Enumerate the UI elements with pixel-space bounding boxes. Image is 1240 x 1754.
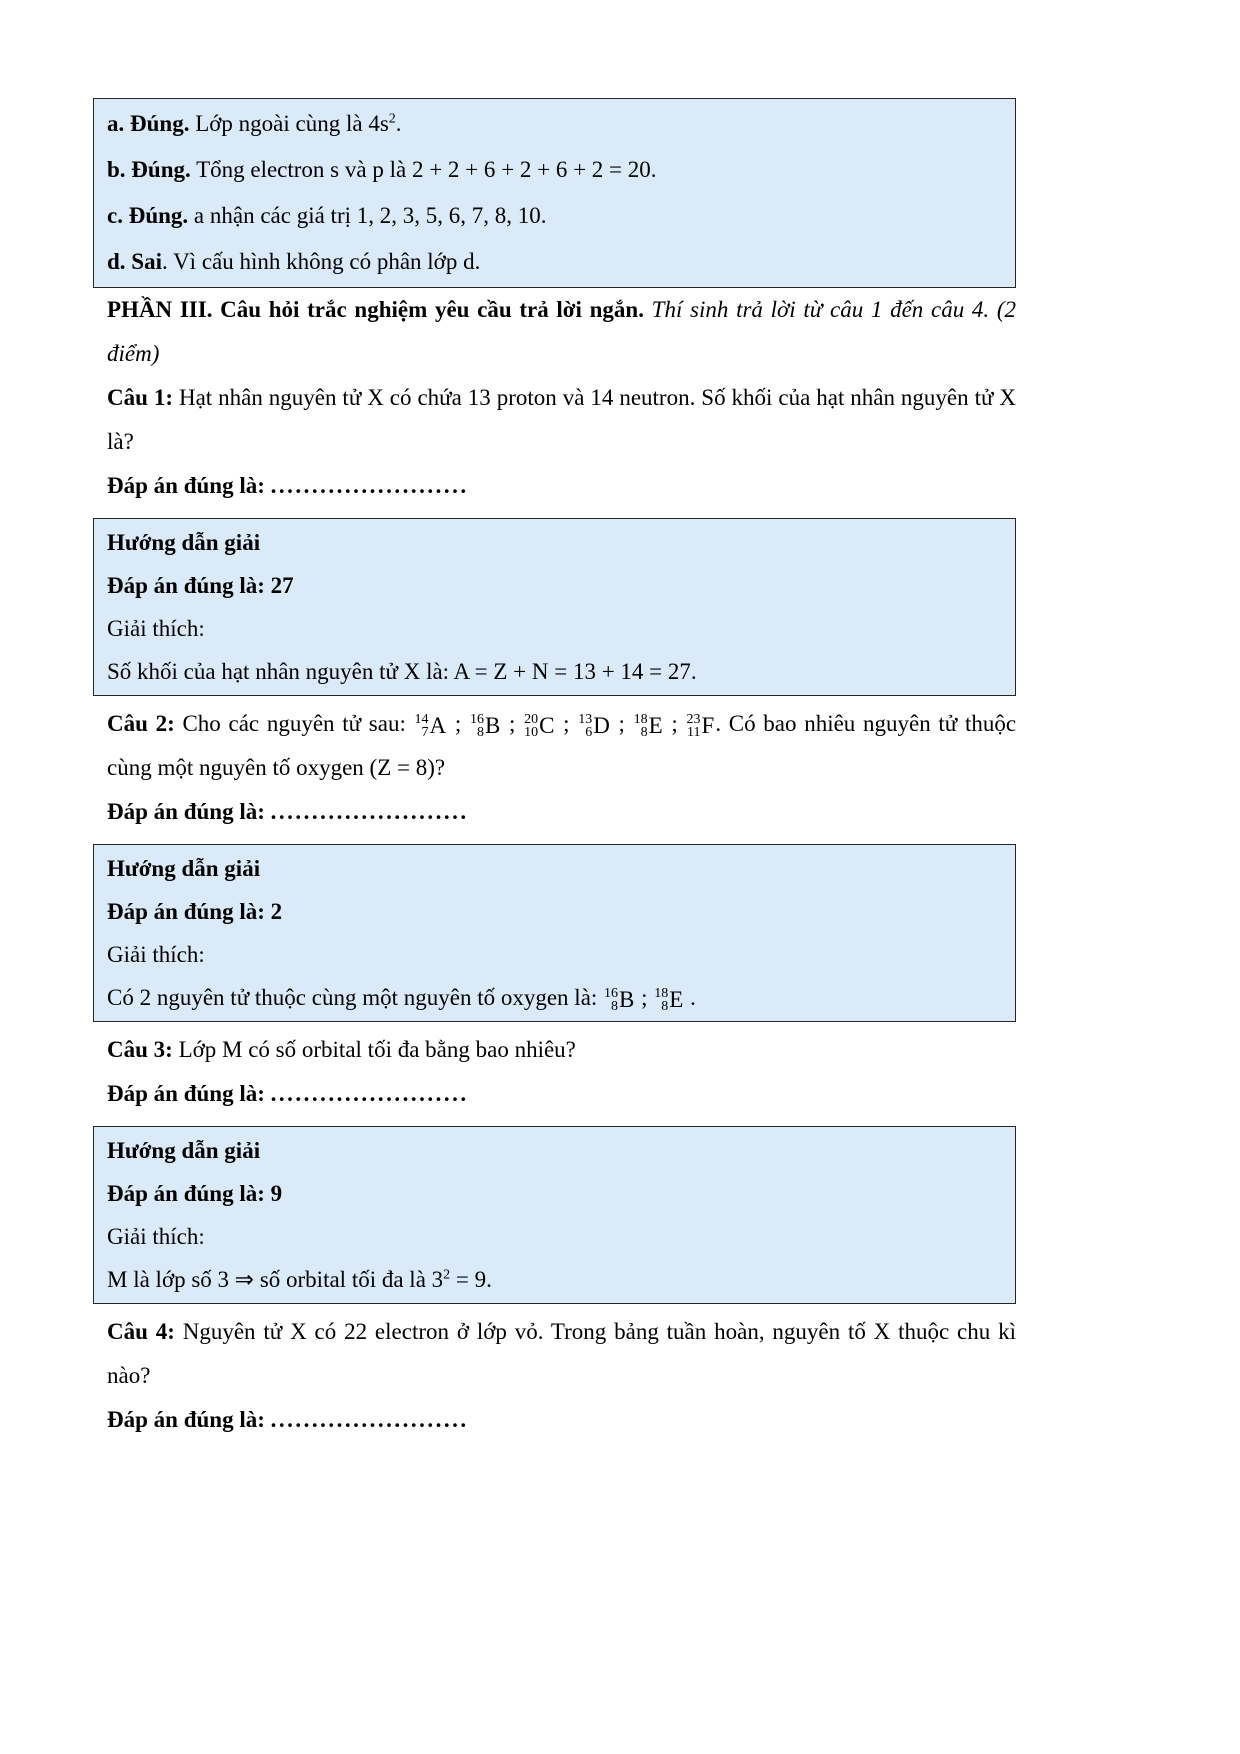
document-page bbox=[93, 98, 1016, 1442]
solution-answer bbox=[107, 1172, 1001, 1215]
solution-title bbox=[107, 521, 1001, 564]
isotope-notation-B bbox=[470, 713, 500, 739]
isotope-notation-D bbox=[578, 713, 610, 739]
isotope-notation-A bbox=[415, 713, 447, 739]
isotope-notation-C bbox=[524, 713, 554, 739]
question-3-label: Câu 3: bbox=[107, 1037, 173, 1062]
question-4 bbox=[93, 1310, 1016, 1398]
isotope-notation-F bbox=[687, 713, 715, 739]
question-2-label: Câu 2: bbox=[107, 711, 175, 736]
isotope-mass: 23 bbox=[686, 711, 701, 727]
question-4-text: Nguyên tử X có 22 electron ở lớp vỏ. Trong bảng tuần hoàn, nguyên tố X thuộc chu kì nào? bbox=[107, 1319, 1016, 1388]
solution-explain bbox=[107, 1258, 1001, 1301]
isotope-mass: 14 bbox=[414, 711, 429, 727]
question-1-label: Câu 1: bbox=[107, 385, 174, 410]
question-1 bbox=[93, 376, 1016, 464]
solution-explain bbox=[107, 976, 1001, 1019]
statement-c-verdict: c. Đúng. bbox=[107, 203, 189, 228]
solution-box-q1 bbox=[93, 518, 1016, 696]
solution-explain: Số khối của hạt nhân nguyên tử X là: A = Z + N = 13 + 14 = 27. bbox=[107, 659, 697, 684]
separator: ; bbox=[501, 711, 524, 736]
solution-title bbox=[107, 847, 1001, 890]
statement-a-verdict: a. Đúng. bbox=[107, 111, 190, 136]
solution-explain-label: Giải thích: bbox=[107, 616, 205, 641]
separator: ; bbox=[555, 711, 578, 736]
solution-explain-a: M là lớp số 3 ⇒ số orbital tối đa là 3 bbox=[107, 1267, 444, 1292]
isotope-notation-B bbox=[604, 987, 634, 1013]
answer-dotted-line: ........................ bbox=[270, 1081, 469, 1106]
solution-title bbox=[107, 1129, 1001, 1172]
separator: ; bbox=[447, 711, 469, 736]
statement-d bbox=[107, 239, 1001, 285]
answer-prompt-q2 bbox=[93, 790, 1016, 834]
separator: ; bbox=[635, 985, 654, 1010]
statement-c bbox=[107, 193, 1001, 239]
isotope-z: 10 bbox=[524, 724, 539, 740]
isotope-mass: 13 bbox=[578, 711, 593, 727]
solution-title-text: Hướng dẫn giải bbox=[107, 530, 261, 555]
isotope-z: 8 bbox=[661, 998, 669, 1014]
answer-dotted-line: ........................ bbox=[270, 799, 469, 824]
isotope-symbol: A bbox=[429, 712, 447, 738]
isotope-z: 8 bbox=[640, 724, 648, 740]
question-2-outro: . Có bao nhiêu nguyên tử thuộc cùng một nguyên tố oxygen (Z = 8)? bbox=[107, 711, 1017, 780]
isotope-mass: 18 bbox=[633, 711, 648, 727]
statement-c-text: a nhận các giá trị 1, 2, 3, 5, 6, 7, 8, 10. bbox=[188, 203, 547, 228]
answer-prompt-q4 bbox=[93, 1398, 1016, 1442]
answer-prompt-q4-label: Đáp án đúng là: bbox=[107, 1407, 271, 1432]
question-1-text: Hạt nhân nguyên tử X có chứa 13 proton và 14 neutron. Số khối của hạt nhân nguyên tử X là? bbox=[107, 385, 1017, 454]
statement-b bbox=[107, 147, 1001, 193]
part3-heading bbox=[93, 288, 1016, 376]
isotope-symbol: E bbox=[648, 712, 663, 738]
solution-title-text: Hướng dẫn giải bbox=[107, 856, 261, 881]
solution-explain-intro: Có 2 nguyên tử thuộc cùng một nguyên tố oxygen là: bbox=[107, 985, 604, 1010]
part3-heading-bold: PHẦN III. Câu hỏi trắc nghiệm yêu cầu trả lời ngắn. bbox=[107, 297, 644, 322]
solution-explain-b: = 9. bbox=[450, 1267, 492, 1292]
isotope-mass: 18 bbox=[654, 985, 669, 1001]
solution-answer bbox=[107, 890, 1001, 933]
isotope-z: 11 bbox=[687, 724, 701, 740]
isotope-notation-E bbox=[634, 713, 663, 739]
isotope-notation-E bbox=[654, 987, 683, 1013]
answer-prompt-q3 bbox=[93, 1072, 1016, 1116]
isotope-symbol: B bbox=[484, 712, 501, 738]
solution-answer-text: Đáp án đúng là: 9 bbox=[107, 1181, 283, 1206]
solution-explain-label: Giải thích: bbox=[107, 942, 205, 967]
solution-answer bbox=[107, 564, 1001, 607]
statement-a-text: Lớp ngoài cùng là 4s bbox=[189, 111, 389, 136]
statement-b-text: Tổng electron s và p là 2 + 2 + 6 + 2 + 6 + 2 = 20. bbox=[190, 157, 657, 182]
question-3 bbox=[93, 1028, 1016, 1072]
isotope-z: 6 bbox=[585, 724, 593, 740]
isotope-mass: 16 bbox=[469, 711, 484, 727]
answer-prompt-q1 bbox=[93, 464, 1016, 508]
isotope-symbol: D bbox=[593, 712, 610, 738]
statements-box bbox=[93, 98, 1016, 288]
separator: ; bbox=[610, 711, 633, 736]
statement-a-tail: . bbox=[395, 111, 402, 136]
answer-dotted-line: ........................ bbox=[270, 473, 469, 498]
solution-title-text: Hướng dẫn giải bbox=[107, 1138, 261, 1163]
solution-explain-superscript: 2 bbox=[443, 1267, 451, 1283]
isotope-symbol: F bbox=[701, 712, 715, 738]
isotope-symbol: E bbox=[669, 986, 684, 1012]
answer-prompt-q3-label: Đáp án đúng là: bbox=[107, 1081, 271, 1106]
question-2-intro: Cho các nguyên tử sau: bbox=[174, 711, 414, 736]
isotope-symbol: C bbox=[539, 712, 555, 738]
answer-prompt-q2-label: Đáp án đúng là: bbox=[107, 799, 271, 824]
question-2 bbox=[93, 702, 1016, 790]
answer-prompt-q1-label: Đáp án đúng là: bbox=[107, 473, 271, 498]
part3-heading-italic: Thí sinh trả lời từ câu 1 đến câu 4. (2 điểm) bbox=[107, 297, 1017, 366]
isotope-z: 8 bbox=[476, 724, 484, 740]
statement-a bbox=[107, 101, 1001, 147]
solution-box-q3 bbox=[93, 1126, 1016, 1304]
solution-explain-tail: . bbox=[684, 985, 696, 1010]
solution-box-q2 bbox=[93, 844, 1016, 1022]
isotope-z: 8 bbox=[611, 998, 619, 1014]
statement-d-text: . Vì cấu hình không có phân lớp d. bbox=[161, 249, 481, 274]
question-3-text: Lớp M có số orbital tối đa bằng bao nhiêu? bbox=[172, 1037, 576, 1062]
statement-a-superscript: 2 bbox=[388, 111, 396, 127]
isotope-mass: 16 bbox=[604, 985, 619, 1001]
statement-b-verdict: b. Đúng. bbox=[107, 157, 191, 182]
separator: ; bbox=[663, 711, 686, 736]
answer-dotted-line: ........................ bbox=[270, 1407, 469, 1432]
isotope-z: 7 bbox=[421, 724, 429, 740]
question-4-label: Câu 4: bbox=[107, 1319, 175, 1344]
solution-explain-label: Giải thích: bbox=[107, 1224, 205, 1249]
isotope-mass: 20 bbox=[524, 711, 539, 727]
isotope-symbol: B bbox=[619, 986, 635, 1012]
solution-answer-text: Đáp án đúng là: 27 bbox=[107, 573, 294, 598]
statement-d-verdict: d. Sai bbox=[107, 249, 162, 274]
solution-answer-text: Đáp án đúng là: 2 bbox=[107, 899, 283, 924]
